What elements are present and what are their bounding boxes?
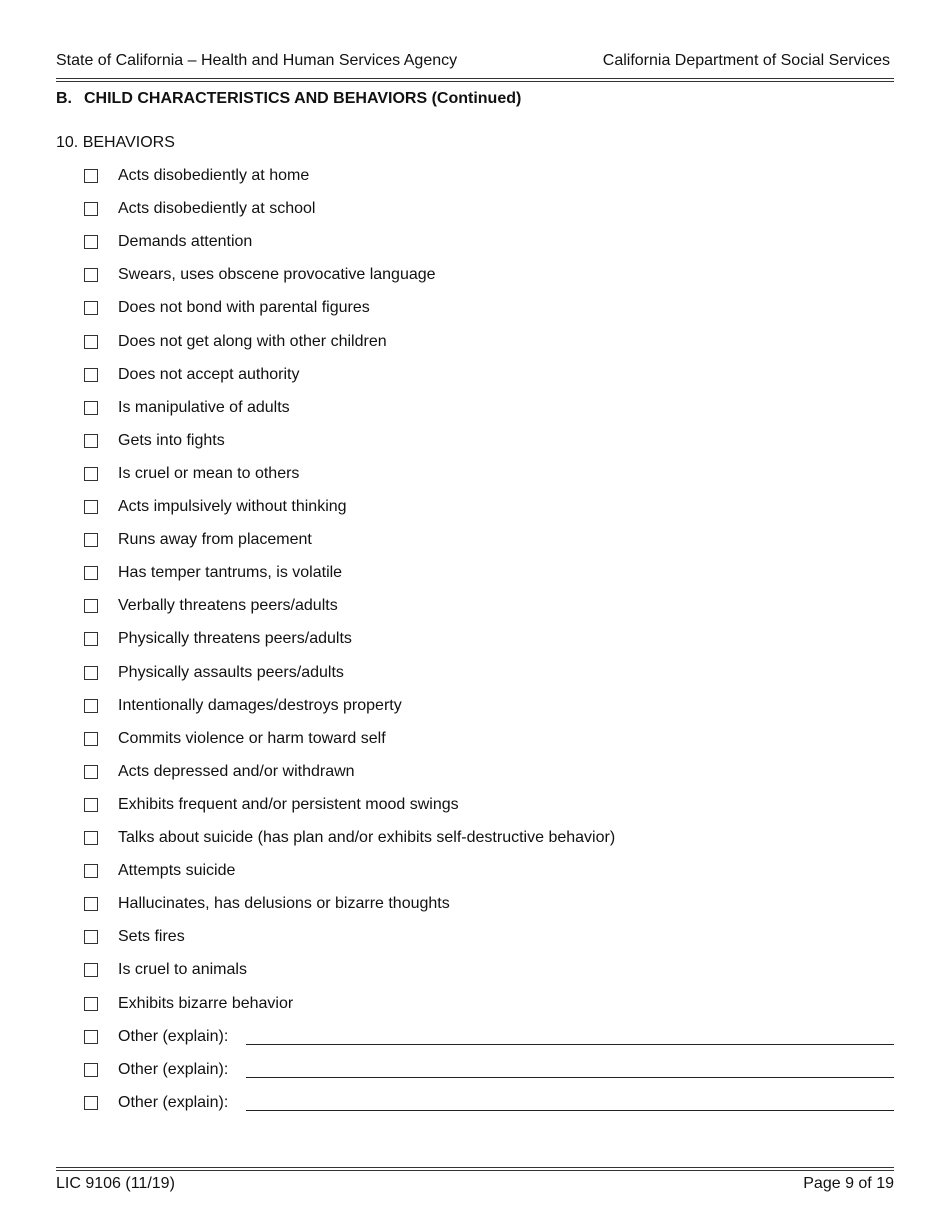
behavior-label: Swears, uses obscene provocative language	[118, 266, 436, 284]
behavior-checkbox[interactable]	[84, 599, 98, 613]
department-name: California Department of Social Services	[602, 52, 890, 69]
behavior-checkbox[interactable]	[84, 434, 98, 448]
behavior-item	[84, 630, 894, 654]
behavior-item	[84, 465, 894, 489]
behavior-label: Is manipulative of adults	[118, 398, 290, 416]
other-explain-item	[84, 1061, 894, 1085]
behavior-checkbox[interactable]	[84, 533, 98, 547]
behavior-label: Acts depressed and/or withdrawn	[118, 762, 355, 780]
agency-name: State of California – Health and Human Services Agency	[56, 52, 458, 69]
other-label: Other (explain):	[118, 1027, 229, 1045]
behavior-item	[84, 829, 894, 853]
behavior-checkbox[interactable]	[84, 500, 98, 514]
behavior-item	[84, 697, 894, 721]
behavior-item	[84, 895, 894, 919]
behavior-label: Hallucinates, has delusions or bizarre thoughts	[118, 895, 450, 913]
behavior-item	[84, 597, 894, 621]
page-number: Page 9 of 19	[803, 1175, 894, 1192]
behavior-item	[84, 200, 894, 224]
form-id: LIC 9106 (11/19)	[56, 1175, 175, 1192]
question-title: 10. BEHAVIORS	[56, 134, 175, 151]
section-title	[56, 90, 521, 108]
behavior-item	[84, 763, 894, 787]
other-checkbox[interactable]	[84, 1096, 98, 1110]
behavior-item	[84, 167, 894, 191]
behavior-checkbox[interactable]	[84, 566, 98, 580]
behavior-checkbox[interactable]	[84, 864, 98, 878]
behavior-item	[84, 664, 894, 688]
behavior-checkbox[interactable]	[84, 798, 98, 812]
behavior-label: Does not get along with other children	[118, 332, 387, 350]
behavior-item	[84, 995, 894, 1019]
behavior-checkbox[interactable]	[84, 401, 98, 415]
behavior-label: Exhibits bizarre behavior	[118, 994, 294, 1012]
behavior-label: Demands attention	[118, 233, 253, 251]
behavior-checkbox[interactable]	[84, 202, 98, 216]
other-label: Other (explain):	[118, 1060, 229, 1078]
behavior-checkbox[interactable]	[84, 235, 98, 249]
behavior-label: Talks about suicide (has plan and/or exhibits self-destructive behavior)	[118, 829, 616, 846]
behavior-label: Exhibits frequent and/or persistent mood swings	[118, 795, 459, 813]
behavior-checkbox[interactable]	[84, 997, 98, 1011]
behavior-label: Gets into fights	[118, 431, 225, 449]
page-header	[56, 52, 890, 74]
behavior-label: Acts impulsively without thinking	[118, 498, 347, 515]
behavior-label: Does not accept authority	[118, 365, 300, 383]
behavior-checkbox[interactable]	[84, 831, 98, 845]
other-explain-item	[84, 1094, 894, 1118]
behavior-checkbox[interactable]	[84, 666, 98, 680]
behavior-item	[84, 796, 894, 820]
other-explain-field[interactable]	[246, 1044, 894, 1045]
other-checkbox[interactable]	[84, 1030, 98, 1044]
behavior-item	[84, 233, 894, 257]
section-letter: B.	[56, 90, 72, 107]
behavior-item	[84, 961, 894, 985]
behavior-checkbox[interactable]	[84, 467, 98, 481]
behavior-label: Does not bond with parental figures	[118, 299, 370, 317]
behavior-item	[84, 928, 894, 952]
behavior-item	[84, 299, 894, 323]
behavior-label: Is cruel or mean to others	[118, 464, 300, 482]
behavior-item	[84, 531, 894, 555]
section-title-text: CHILD CHARACTERISTICS AND BEHAVIORS (Continued)	[84, 90, 522, 107]
behavior-checkbox[interactable]	[84, 699, 98, 713]
behavior-checkbox[interactable]	[84, 765, 98, 779]
behavior-checkbox[interactable]	[84, 732, 98, 746]
behavior-item	[84, 333, 894, 357]
behavior-item	[84, 730, 894, 754]
behavior-item	[84, 862, 894, 886]
other-explain-field[interactable]	[246, 1110, 894, 1111]
behavior-checkbox[interactable]	[84, 632, 98, 646]
footer-divider	[56, 1167, 894, 1171]
behavior-checkbox[interactable]	[84, 963, 98, 977]
other-explain-item	[84, 1028, 894, 1052]
header-divider	[56, 78, 894, 82]
behavior-item	[84, 498, 894, 522]
behavior-label: Physically assaults peers/adults	[118, 663, 344, 681]
behavior-checkbox[interactable]	[84, 335, 98, 349]
behavior-label: Intentionally damages/destroys property	[118, 696, 402, 714]
other-checkbox[interactable]	[84, 1063, 98, 1077]
behavior-label: Is cruel to animals	[118, 961, 247, 979]
behavior-item	[84, 366, 894, 390]
behavior-item	[84, 266, 894, 290]
behavior-label: Attempts suicide	[118, 862, 236, 880]
behavior-label: Acts disobediently at school	[118, 200, 316, 218]
other-label: Other (explain):	[118, 1093, 229, 1111]
behavior-checkbox[interactable]	[84, 368, 98, 382]
behavior-label: Commits violence or harm toward self	[118, 729, 386, 747]
behavior-label: Verbally threatens peers/adults	[118, 597, 338, 615]
other-explain-field[interactable]	[246, 1077, 894, 1078]
behavior-checkbox[interactable]	[84, 301, 98, 315]
behavior-checkbox[interactable]	[84, 897, 98, 911]
behavior-checkbox[interactable]	[84, 930, 98, 944]
behavior-item	[84, 564, 894, 588]
behavior-label: Physically threatens peers/adults	[118, 630, 352, 648]
behavior-checkbox[interactable]	[84, 268, 98, 282]
behavior-item	[84, 399, 894, 423]
behavior-label: Has temper tantrums, is volatile	[118, 564, 343, 582]
behavior-checkbox[interactable]	[84, 169, 98, 183]
behavior-label: Acts disobediently at home	[118, 167, 310, 184]
behavior-label: Runs away from placement	[118, 531, 312, 549]
behavior-label: Sets fires	[118, 928, 185, 946]
behavior-item	[84, 432, 894, 456]
